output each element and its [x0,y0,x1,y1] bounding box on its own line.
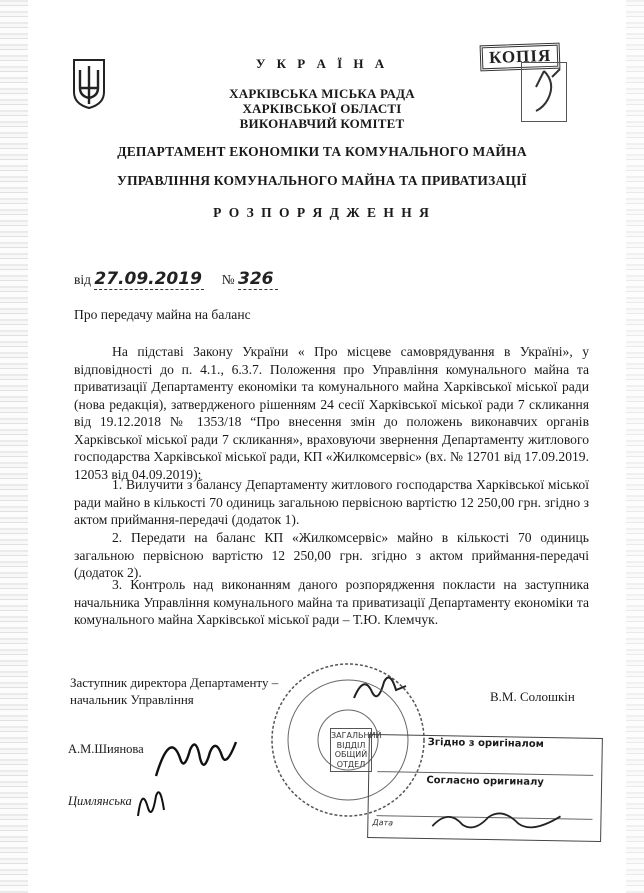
council-title: ХАРКІВСЬКА МІСЬКА РАДА [229,86,415,101]
signer-position-2: начальник Управління [70,692,194,707]
stamp-emblem-frame [521,62,567,122]
original-stamp-title: Згідно з оригіналом [427,736,544,751]
department-title: ДЕПАРТАМЕНТ ЕКОНОМІКИ ТА КОМУНАЛЬНОГО МАЙНА [117,144,527,159]
number-value: 326 [238,269,278,290]
general-dept-line-1: ЗАГАЛЬНИЙ [331,731,382,740]
scan-edge-right [626,0,644,893]
general-dept-stamp [330,728,382,772]
council-region: ХАРКІВСЬКОЇ ОБЛАСТІ [242,101,402,116]
date-value: 27.09.2019 [94,269,204,290]
executor-name: Цимлянська [68,794,132,808]
division-title: УПРАВЛІННЯ КОМУНАЛЬНОГО МАЙНА ТА ПРИВАТИЗАЦІЇ [117,173,527,188]
item-1-paragraph: 1. Вилучити з балансу Департаменту житлового господарства Харківської міської ради майно в кількості 70 одиниць загальною первісною вартістю 12 250,00 грн. згідно з актом приймання-передачі (додаток 1). [74,477,589,527]
signer-position-1: Заступник директора Департаменту – [70,675,279,690]
original-copy-stamp [367,734,603,842]
original-stamp-sub: Согласно оригиналу [426,774,544,789]
approver-name: А.М.Шиянова [68,742,144,756]
general-dept-line-2: ВІДДІЛ [336,740,366,750]
signature-executor-icon [132,780,172,824]
signer-name: В.М. Солошкін [490,689,575,704]
council-committee: ВИКОНАВЧИЙ КОМІТЕТ [239,116,405,131]
signature-approver-icon [150,728,240,788]
copy-stamp: КОПІЯ [480,43,561,72]
item-2-paragraph: 2. Передати на баланс КП «Жилкомсервіс» майно в кількості 70 одиниць загальною первісною вартістю 12 250,00 грн. згідно з актом приймання-передачі (додаток 2). [74,530,589,580]
date-label: від [74,272,91,287]
stamp-signature-icon [428,806,568,836]
item-3-paragraph: 3. Контроль над виконанням даного розпорядження покласти на заступника начальника Управління комунального майна та приватизації Департаменту економіки та комунального майна Харківської міської ради – Т.Ю. Клемчук. [74,577,589,627]
country-title: У К Р А Ї Н А [255,56,389,71]
scan-edge-left [0,0,28,893]
general-dept-line-3: ОБЩИЙ ОТДЕЛ [334,750,368,769]
stamp-date-label: Дата [372,818,394,828]
document-type: Р О З П О Р Я Д Ж Е Н Н Я [213,205,431,220]
city-emblem-icon [522,63,566,121]
stamp-lines-top [377,749,593,776]
subject-line: Про передачу майна на баланс [74,307,251,322]
date-number-line [74,269,278,290]
intro-paragraph: На підставі Закону України « Про місцеве самоврядування в Україні», у відповідності до п. 4.1., 6.3.7. Положення про Управління комунального майна та приватизації Департаменту економіки та комунального майна Харківської міської ради (нова редакція), затвердженого рішенням 24 сесії Харківської міської ради 7 скликання від 19.12.2018 № 1353/18 “Про внесення змін до положень виконавчих органів Харківської міської ради 7 скликання», враховуючи звернення Департаменту житлового господарства Харківської міської ради, КП «Жилкомсервіс» (вх. № 12701 від 17.09.2019. 12053 від 04.09.2019): [74,344,589,482]
number-label: № [221,272,235,287]
